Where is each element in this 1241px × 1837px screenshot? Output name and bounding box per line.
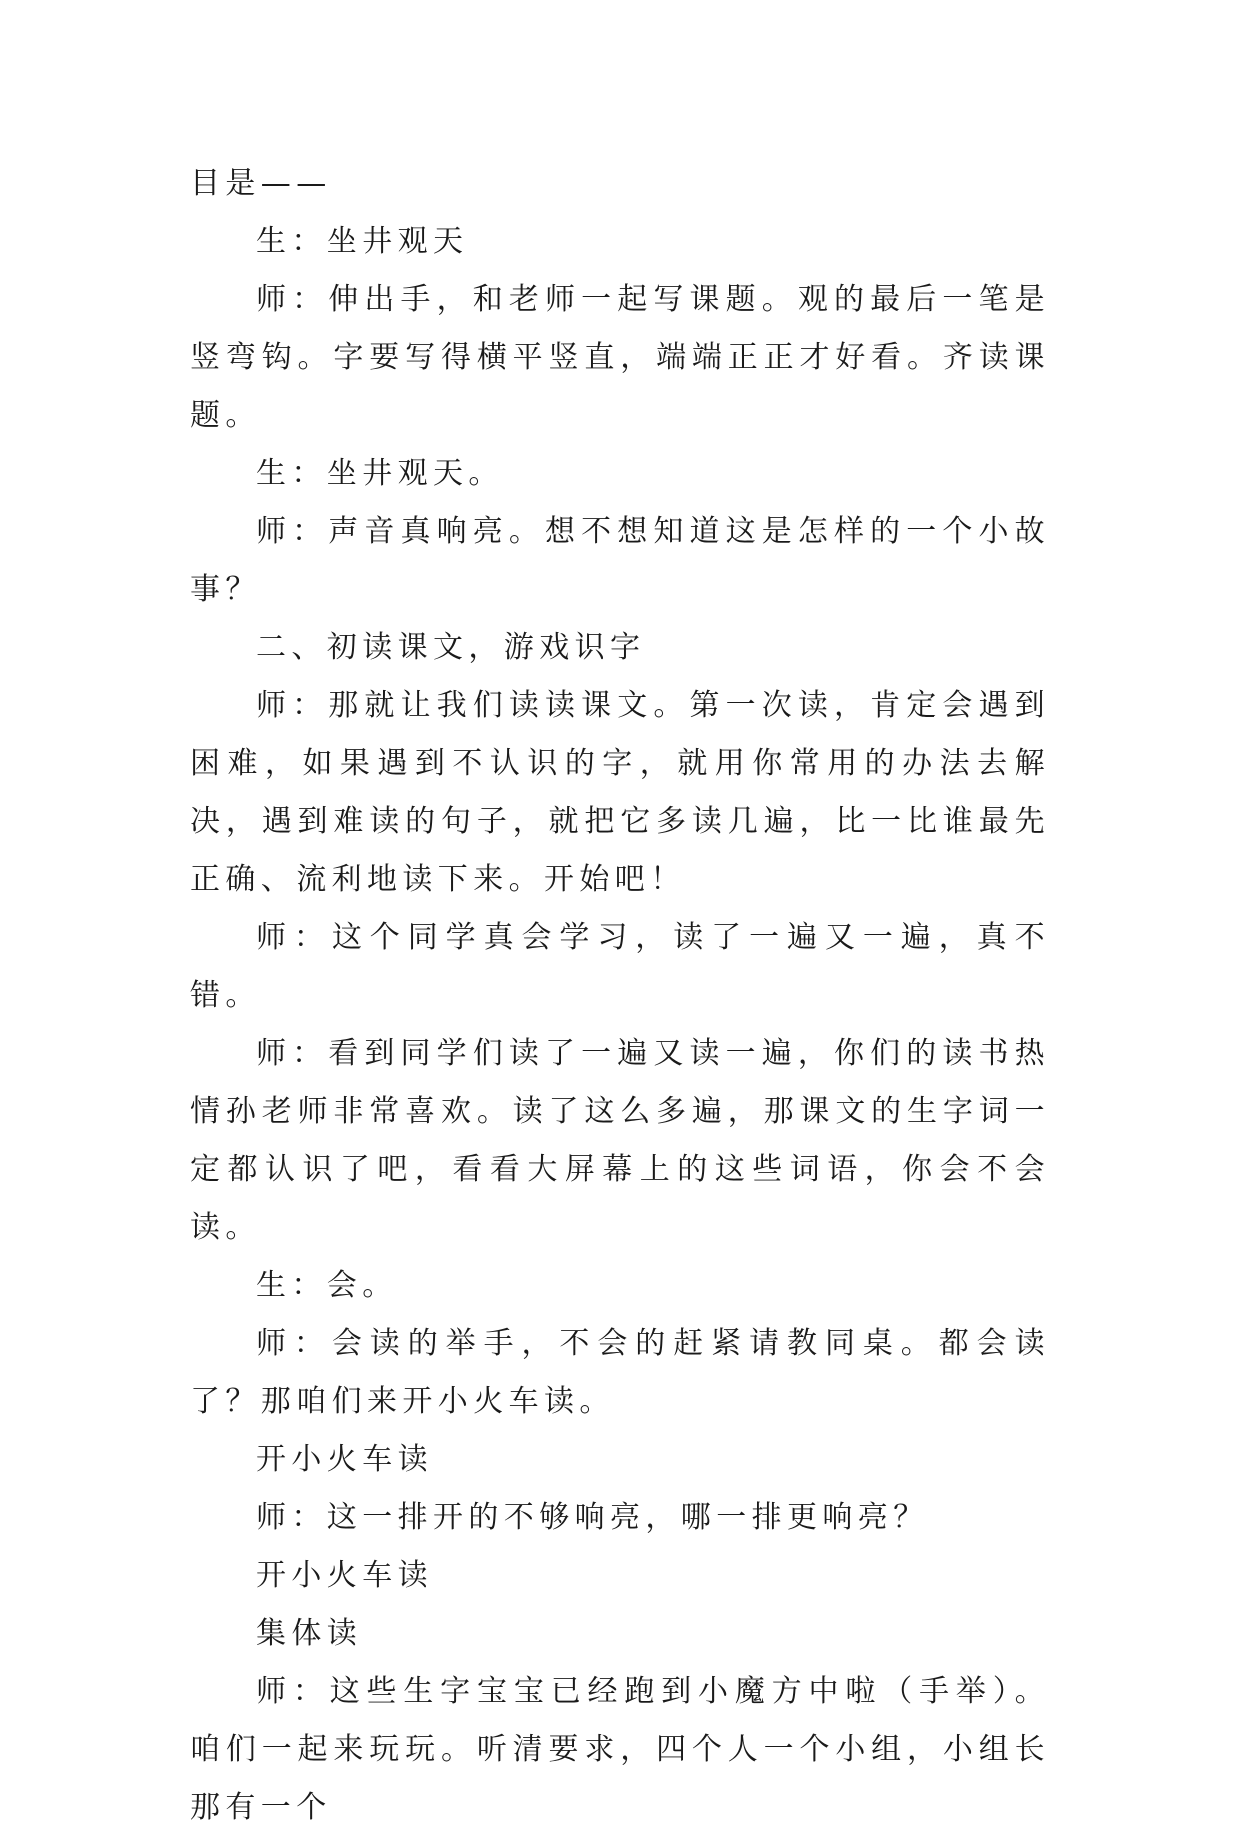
paragraph: 师：这一排开的不够响亮，哪一排更响亮？ <box>256 1500 929 1535</box>
paragraph: 开小火车读 <box>256 1558 433 1593</box>
paragraph: 生：坐井观天 <box>256 224 469 259</box>
paragraph: 集体读 <box>256 1616 363 1651</box>
paragraph: 开小火车读 <box>256 1442 433 1477</box>
paragraph: 师：伸出手，和老师一起写课题。观的最后一笔是竖弯钩。字要写得横平竖直，端端正正才好看。齐读课题。 <box>190 282 1050 433</box>
paragraph: 目是—— <box>190 166 332 201</box>
paragraph: 师：这些生字宝宝已经跑到小魔方中啦（手举）。咱们一起来玩玩。听清要求，四个人一个小组，小组长那有一个 <box>190 1674 1050 1825</box>
section-heading: 二、初读课文，游戏识字 <box>256 630 646 665</box>
paragraph: 师：声音真响亮。想不想知道这是怎样的一个小故事？ <box>190 514 1050 607</box>
document-body <box>190 155 1050 1837</box>
paragraph: 生：坐井观天。 <box>256 456 504 491</box>
paragraph: 生：会。 <box>256 1268 398 1303</box>
paragraph: 师：会读的举手，不会的赶紧请教同桌。都会读了？那咱们来开小火车读。 <box>190 1326 1050 1419</box>
paragraph: 师：看到同学们读了一遍又读一遍，你们的读书热情孙老师非常喜欢。读了这么多遍，那课文的生字词一定都认识了吧，看看大屏幕上的这些词语，你会不会读。 <box>190 1036 1050 1245</box>
paragraph: 师：这个同学真会学习，读了一遍又一遍，真不错。 <box>190 920 1050 1013</box>
paragraph: 师：那就让我们读读课文。第一次读，肯定会遇到困难，如果遇到不认识的字，就用你常用的办法去解决，遇到难读的句子，就把它多读几遍，比一比谁最先正确、流利地读下来。开始吧！ <box>190 688 1050 897</box>
